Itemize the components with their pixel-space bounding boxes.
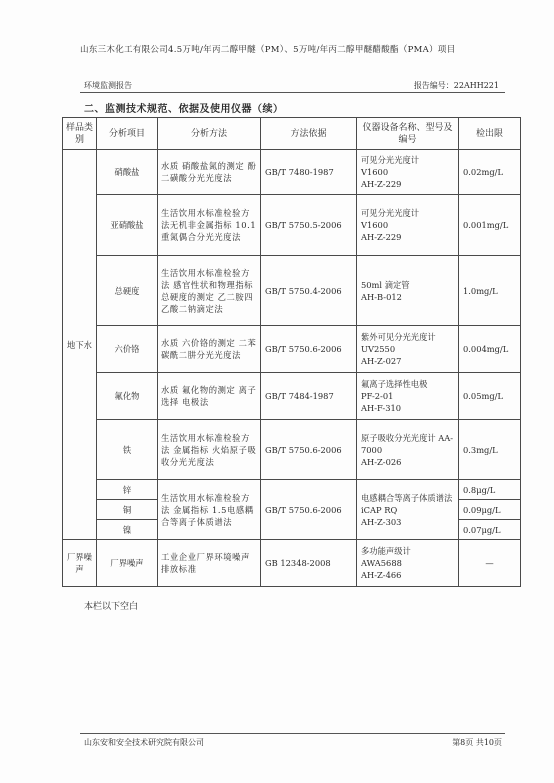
row-item: 厂界噪声 xyxy=(97,540,158,587)
header-method: 分析方法 xyxy=(158,118,261,150)
header-item: 分析项目 xyxy=(97,118,158,150)
row-item: 硝酸盐 xyxy=(97,150,158,195)
row-instrument xyxy=(357,256,459,326)
metals-method: 生活饮用水标准检验方法 金属指标 1.5电感耦合等离子体质谱法 xyxy=(158,480,261,540)
row-limit: 1.0mg/L xyxy=(459,256,521,326)
instrument-line: AH-F-310 xyxy=(361,403,402,413)
row-method: 生活饮用水标准检验方法 感官性状和物理指标总硬度的测定 乙二胺四乙酸二钠滴定法 xyxy=(158,256,261,326)
footer-org: 山东安和安全技术研究院有限公司 xyxy=(84,738,204,747)
metal-limit-copper: 0.09μg/L xyxy=(459,500,521,520)
metals-instrument xyxy=(357,480,459,540)
row-standard: GB 12348-2008 xyxy=(261,540,357,587)
report-number: 报告编号：22AHH221 xyxy=(413,81,499,90)
instrument-line: PF-2-01 xyxy=(361,391,394,401)
row-limit: 0.3mg/L xyxy=(459,420,521,480)
method-instrument-table xyxy=(62,117,521,587)
instrument-line: 可见分光光度计 xyxy=(361,208,420,218)
row-standard: GB/T 5750.4-2006 xyxy=(261,256,357,326)
row-instrument xyxy=(357,373,459,420)
instrument-line: 50ml 滴定管 xyxy=(361,279,410,290)
metal-item-nickel: 镍 xyxy=(97,520,158,540)
row-standard: GB/T 5750.6-2006 xyxy=(261,420,357,480)
instrument-line: AH-Z-303 xyxy=(361,516,402,527)
category-noise: 厂界噪声 xyxy=(63,540,97,587)
section-title: 二、监测技术规范、依据及使用仪器（续） xyxy=(84,104,284,115)
row-standard: GB/T 5750.6-2006 xyxy=(261,326,357,373)
header-standard: 方法依据 xyxy=(261,118,357,150)
table-row xyxy=(63,256,521,326)
footer-page-number: 第8页 共10页 xyxy=(452,738,502,747)
instrument-line: AH-Z-466 xyxy=(361,570,402,580)
row-limit: 0.05mg/L xyxy=(459,373,521,420)
instrument-line: 紫外可见分光光度计 UV2550 xyxy=(361,332,436,354)
row-limit: 0.001mg/L xyxy=(459,195,521,256)
report-header-row xyxy=(80,78,505,92)
row-standard: GB/T 7484-1987 xyxy=(261,373,357,420)
category-groundwater: 地下水 xyxy=(63,150,97,540)
row-limit: 0.004mg/L xyxy=(459,326,521,373)
header-limit: 检出限 xyxy=(459,118,521,150)
row-item: 铁 xyxy=(97,420,158,480)
instrument-line: V1600 xyxy=(361,167,389,177)
instrument-line: AH-Z-229 xyxy=(361,232,402,242)
blank-below-note: 本栏以下空白 xyxy=(84,602,139,612)
instrument-line: 氟离子选择性电极 xyxy=(361,379,428,389)
row-method: 水质 六价铬的测定 二苯碳酰二肼分光光度法 xyxy=(158,326,261,373)
row-instrument xyxy=(357,326,459,373)
instrument-line: 原子吸收分光光度计 AA-7000 xyxy=(361,432,454,455)
row-method: 水质 氟化物的测定 离子选择 电极法 xyxy=(158,373,261,420)
table-header-row xyxy=(63,118,521,150)
header-category: 样品类别 xyxy=(63,118,97,150)
metal-limit-nickel: 0.07μg/L xyxy=(459,520,521,540)
table-row xyxy=(63,480,521,500)
row-item: 氟化物 xyxy=(97,373,158,420)
row-method: 水质 硝酸盐氮的测定 酚二磺酸分光光度法 xyxy=(158,150,261,195)
table-row xyxy=(63,373,521,420)
header-instrument: 仪器设备名称、型号及编号 xyxy=(357,118,459,150)
instrument-line: V1600 xyxy=(361,220,389,230)
row-method: 工业企业厂界环境噪声排放标准 xyxy=(158,540,261,587)
metal-limit-zinc: 0.8μg/L xyxy=(459,480,521,500)
table-row xyxy=(63,195,521,256)
table-row xyxy=(63,150,521,195)
table-row xyxy=(63,420,521,480)
instrument-line: 多功能声级计 xyxy=(361,546,411,556)
instrument-line: AH-Z-026 xyxy=(361,456,402,467)
instrument-line: AH-Z-027 xyxy=(361,356,402,366)
row-method: 生活饮用水标准检验方法 金属指标 火焰原子吸收分光光度法 xyxy=(158,420,261,480)
row-item: 亚硝酸盐 xyxy=(97,195,158,256)
row-item: 六价铬 xyxy=(97,326,158,373)
header-divider xyxy=(80,92,505,93)
metals-standard: GB/T 5750.6-2006 xyxy=(261,480,357,540)
instrument-line: AWA5688 xyxy=(361,558,402,568)
row-item: 总硬度 xyxy=(97,256,158,326)
row-limit: 0.02mg/L xyxy=(459,150,521,195)
footer-divider xyxy=(80,733,505,734)
row-instrument xyxy=(357,540,459,587)
instrument-line: 电感耦合等离子体质谱法 iCAP RQ xyxy=(361,492,453,515)
report-type: 环境监测报告 xyxy=(84,81,132,90)
table-row xyxy=(63,326,521,373)
row-instrument xyxy=(357,420,459,480)
table-row xyxy=(63,540,521,587)
metal-item-zinc: 锌 xyxy=(97,480,158,500)
metal-item-copper: 铜 xyxy=(97,500,158,520)
row-standard: GB/T 5750.5-2006 xyxy=(261,195,357,256)
project-title: 山东三木化工有限公司4.5万吨/年丙二醇甲醚（PM）、5万吨/年丙二醇甲醚醋酸酯（PMA）项目 xyxy=(80,45,456,55)
instrument-line: AH-Z-229 xyxy=(361,179,402,189)
row-instrument xyxy=(357,150,459,195)
instrument-line: 可见分光光度计 xyxy=(361,155,420,165)
row-instrument xyxy=(357,195,459,256)
row-method: 生活饮用水标准检验方法无机非金属指标 10.1重氮偶合分光光度法 xyxy=(158,195,261,256)
instrument-line: AH-B-012 xyxy=(361,291,402,302)
row-limit: — xyxy=(459,540,521,587)
row-standard: GB/T 7480-1987 xyxy=(261,150,357,195)
